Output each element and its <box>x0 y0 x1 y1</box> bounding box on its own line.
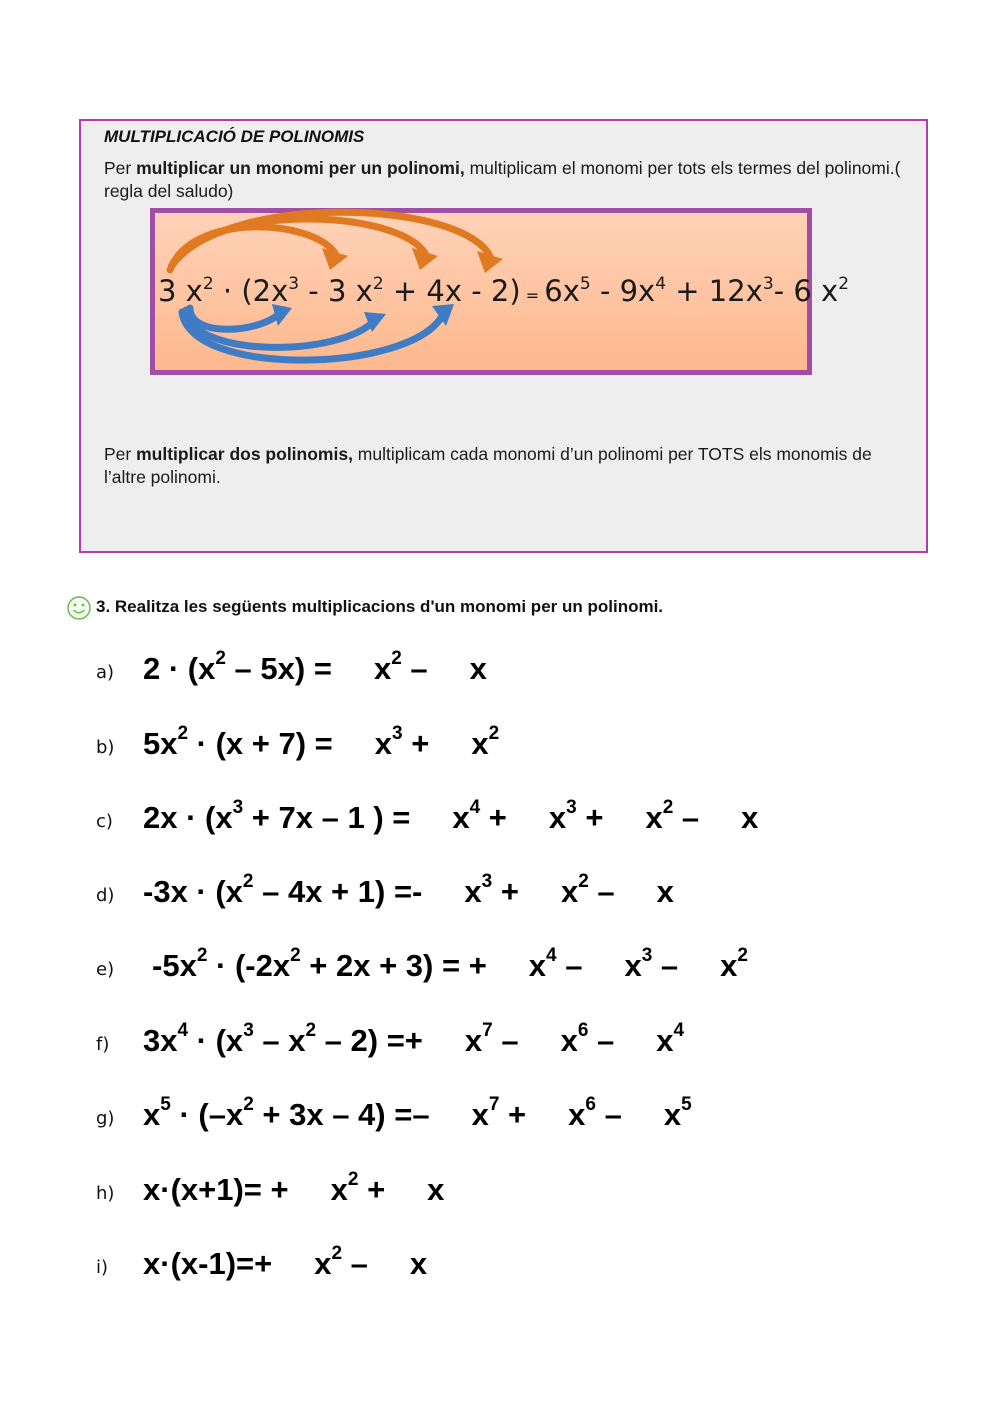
expression-text: + 2x + 3) = + <box>300 948 487 983</box>
exercise-expression <box>152 944 748 984</box>
answer-blank[interactable] <box>333 732 375 762</box>
exercise-item <box>96 1238 976 1282</box>
expression-text: + <box>492 874 519 909</box>
orange-arrowheads <box>322 248 503 273</box>
expression-text: – <box>556 948 583 983</box>
expression-text: + <box>499 1097 527 1132</box>
exercise-item <box>96 1164 976 1208</box>
expression-text: x <box>330 1172 348 1207</box>
answer-blank[interactable] <box>615 880 657 910</box>
exponent: 3 <box>481 870 493 892</box>
expression-text: x <box>656 1023 674 1058</box>
exponent: 4 <box>546 944 557 966</box>
answer-blank[interactable] <box>423 1029 465 1059</box>
expression-text: -5x <box>152 948 197 983</box>
expression-text: x·(x-1)=+ <box>143 1246 273 1281</box>
exercise-letter: d) <box>96 885 115 906</box>
exponent: 2 <box>196 944 208 966</box>
expression-text: x <box>464 1023 483 1058</box>
answer-blank[interactable] <box>519 1029 561 1059</box>
theory-paragraph-1: Per multiplicar un monomi per un polinomi, multiplicam el monomi per tots els termes del polinomi.( regla del saludo) <box>104 158 901 201</box>
expression-text: – <box>595 1097 622 1132</box>
exponent: 3 <box>243 1019 254 1041</box>
answer-blank[interactable] <box>368 1252 410 1282</box>
expression-text: x <box>143 1097 161 1132</box>
expression-text: – <box>652 948 679 983</box>
exponent: 4 <box>673 1019 685 1041</box>
exercise-expression <box>143 870 674 910</box>
exponent: 3 <box>392 722 403 744</box>
answer-blank[interactable] <box>410 806 452 836</box>
expression-text: x <box>471 726 489 761</box>
answer-blank[interactable] <box>519 880 561 910</box>
exercise-letter: h) <box>96 1183 115 1204</box>
expression-text: x <box>560 1023 578 1058</box>
answer-blank[interactable] <box>614 1029 656 1059</box>
exercise-letter: b) <box>96 737 115 758</box>
answer-blank[interactable] <box>622 1103 664 1133</box>
expression-text: x <box>452 800 470 835</box>
example-formula: 3 $x^2 \cdot (2x^3 - 3$ $x^2 + 4x - 2) = 6x^5 - 9x^4 + 12x^3-$ 6 $x^2$ <box>158 274 850 308</box>
expression-text: x <box>409 1246 428 1281</box>
answer-blank[interactable] <box>422 880 464 910</box>
exercise-title: 3. Realitza les següents multiplicacions d'un monomi per un polinomi. <box>96 597 664 616</box>
expression-text: – <box>673 800 700 835</box>
exponent: 2 <box>488 722 500 744</box>
expression-text: x·(x+1)= + <box>143 1172 289 1207</box>
expression-text: x <box>469 651 487 686</box>
exponent: 2 <box>391 647 402 669</box>
answer-blank[interactable] <box>430 1103 472 1133</box>
exponent: 2 <box>177 722 189 744</box>
answer-blank[interactable] <box>678 954 720 984</box>
exercise-letter: a) <box>96 662 115 683</box>
expression-text: + <box>358 1172 386 1207</box>
expression-text: + <box>402 726 430 761</box>
expression-text: x <box>528 948 547 983</box>
answer-blank[interactable] <box>699 806 741 836</box>
exponent: 4 <box>469 796 481 818</box>
exercise-expression <box>143 1093 692 1133</box>
answer-blank[interactable] <box>272 1252 314 1282</box>
expression-text: – <box>492 1023 519 1058</box>
expression-text: 2 · (x <box>143 651 216 686</box>
exercise-item <box>96 718 976 762</box>
expression-text: x <box>471 1097 489 1132</box>
expression-text: – <box>342 1246 368 1281</box>
exponent: 5 <box>160 1093 171 1115</box>
exercise-item <box>96 1015 976 1059</box>
exponent: 2 <box>305 1019 317 1041</box>
exponent: 6 <box>585 1093 596 1115</box>
exercise-expression <box>143 1019 685 1059</box>
example-diagram <box>150 208 850 375</box>
expression-text: x <box>645 800 663 835</box>
expression-text: x <box>568 1097 586 1132</box>
exercise-expression <box>143 647 487 687</box>
expression-text: x <box>624 948 642 983</box>
expression-text: · (–x <box>170 1097 244 1132</box>
expression-text: x <box>720 948 738 983</box>
exercise-item <box>96 643 976 687</box>
answer-blank[interactable] <box>332 657 374 687</box>
expression-text: x <box>548 800 567 835</box>
exponent: 2 <box>290 944 301 966</box>
expression-text: + <box>576 800 604 835</box>
exponent: 3 <box>641 944 653 966</box>
expression-text: x <box>373 651 392 686</box>
answer-blank[interactable] <box>289 1178 331 1208</box>
exponent: 5 <box>681 1093 692 1115</box>
exponent: 2 <box>578 870 589 892</box>
expression-text: x <box>464 874 482 909</box>
expression-text: 5x <box>143 726 178 761</box>
answer-blank[interactable] <box>526 1103 568 1133</box>
expression-text: – 5x) = <box>225 651 332 686</box>
expression-text: · (x + 7) = <box>188 726 333 761</box>
exponent: 2 <box>737 944 748 966</box>
answer-blank[interactable] <box>429 732 471 762</box>
exercise-item <box>96 792 976 836</box>
expression-text: + 3x – 4) =– <box>253 1097 430 1132</box>
expression-text: x <box>314 1246 332 1281</box>
expression-text: – <box>588 1023 615 1058</box>
exercise-letter: i) <box>96 1257 109 1278</box>
answer-blank[interactable] <box>428 657 470 687</box>
expression-text: x <box>656 874 674 909</box>
exercise-letter: c) <box>96 811 113 832</box>
smiley-icon <box>66 595 92 621</box>
exercise-expression <box>143 1242 428 1282</box>
expression-text: + <box>480 800 507 835</box>
exponent: 4 <box>177 1019 189 1041</box>
expression-text: · (-2x <box>207 948 291 983</box>
exponent: 2 <box>331 1242 343 1264</box>
answer-blank[interactable] <box>582 954 624 984</box>
theory-title: MULTIPLICACIÓ DE POLINOMIS <box>104 127 365 146</box>
exercise-letter: e) <box>96 959 115 980</box>
exercise-item <box>96 866 976 910</box>
blue-arrows <box>182 308 442 360</box>
expression-text: x <box>741 800 759 835</box>
answer-blank[interactable] <box>385 1178 427 1208</box>
expression-text: -3x · (x <box>143 874 243 909</box>
exercise-item <box>96 1089 976 1133</box>
exponent: 3 <box>566 796 577 818</box>
expression-text: 2x · (x <box>143 800 233 835</box>
expression-text: · (x <box>188 1023 244 1058</box>
exponent: 2 <box>662 796 674 818</box>
expression-text: x <box>663 1097 682 1132</box>
theory-paragraph-2: Per multiplicar dos polinomis, multiplicam cada monomi d’un polinomi per TOTS els monomis de l’altre polinomi. <box>104 444 872 487</box>
exercise-letter: g) <box>96 1108 115 1129</box>
exponent: 2 <box>243 1093 254 1115</box>
expression-text: x <box>374 726 393 761</box>
exponent: 2 <box>242 870 254 892</box>
answer-blank[interactable] <box>603 806 645 836</box>
expression-text: x <box>560 874 579 909</box>
expression-text: 3x <box>143 1023 178 1058</box>
exercise-expression <box>143 722 500 762</box>
exercise-expression <box>143 1168 445 1208</box>
expression-text: – 2) =+ <box>316 1023 423 1058</box>
expression-text: – 4x + 1) =- <box>253 874 423 909</box>
exponent: 7 <box>482 1019 493 1041</box>
exponent: 6 <box>577 1019 589 1041</box>
expression-text: – <box>588 874 615 909</box>
exponent: 2 <box>347 1168 359 1190</box>
exponent: 7 <box>488 1093 500 1115</box>
answer-blank[interactable] <box>507 806 549 836</box>
expression-text: – x <box>253 1023 306 1058</box>
answer-blank[interactable] <box>487 954 529 984</box>
exercise-letter: f) <box>96 1034 110 1055</box>
exponent: 2 <box>215 647 226 669</box>
exponent: 3 <box>232 796 244 818</box>
exercise-expression <box>143 796 759 836</box>
expression-text: – <box>401 651 428 686</box>
expression-text: + 7x – 1 ) = <box>243 800 411 835</box>
expression-text: x <box>427 1172 445 1207</box>
exercise-item <box>96 940 976 984</box>
